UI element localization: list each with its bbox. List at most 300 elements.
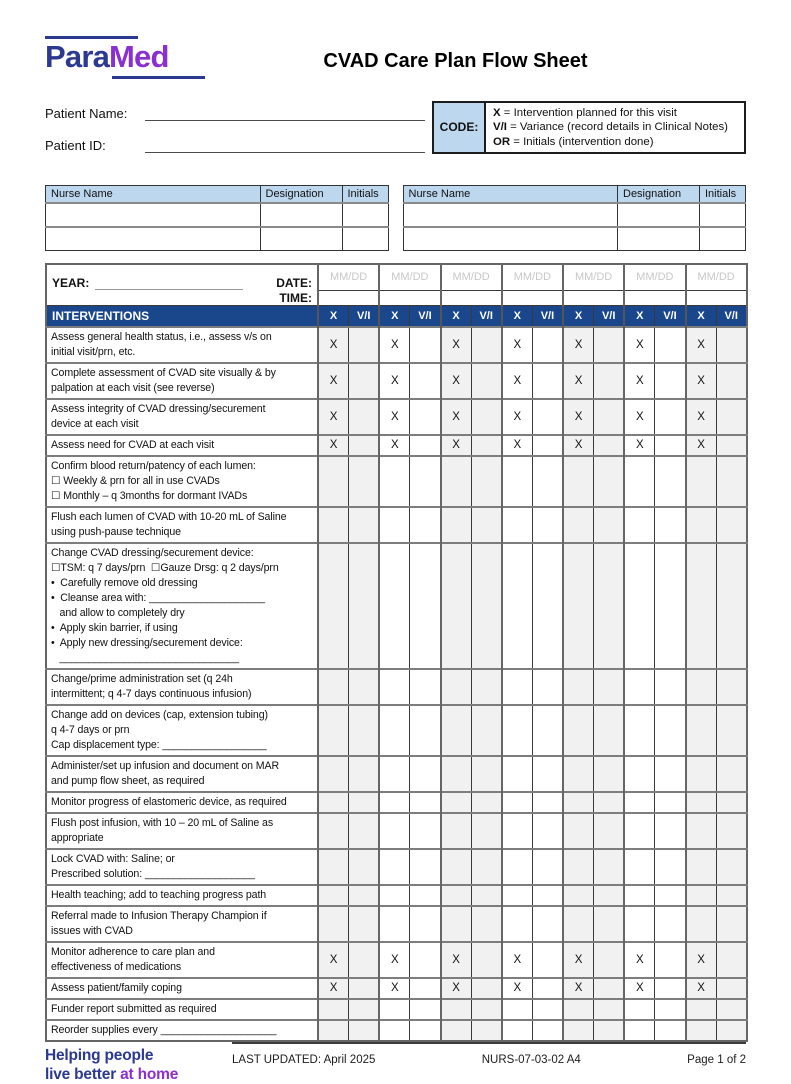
intervention-row (46, 543, 747, 669)
intervention-desc-line: issues with CVAD (51, 924, 133, 937)
mark-cell: X (379, 327, 410, 363)
nurse-table-row (46, 227, 389, 251)
mark-cell (594, 999, 625, 1020)
date-cell: MM/DD (379, 264, 440, 291)
mark-cell (624, 849, 655, 885)
intervention-row (46, 756, 747, 792)
intervention-row (46, 849, 747, 885)
mark-cell (594, 327, 625, 363)
mark-cell (655, 942, 686, 978)
mark-cell (471, 906, 502, 942)
mark-cell: X (686, 978, 717, 999)
intervention-row (46, 363, 747, 399)
mark-cell (471, 327, 502, 363)
year-date-time-cell (46, 264, 318, 306)
mark-cell (502, 705, 533, 756)
mark-col-header: X (379, 305, 410, 327)
mark-cell (410, 507, 441, 543)
mark-cell (532, 399, 563, 435)
mark-cell: X (502, 327, 533, 363)
intervention-row (46, 435, 747, 456)
mark-cell (686, 813, 717, 849)
mark-cell: X (563, 363, 594, 399)
last-updated-text: LAST UPDATED: April 2025 (232, 1053, 376, 1066)
intervention-desc (46, 669, 318, 705)
intervention-desc-line: initial visit/prn, etc. (51, 345, 136, 358)
intervention-row (46, 978, 747, 999)
mark-cell (471, 435, 502, 456)
mark-cell (716, 942, 747, 978)
mark-cell (318, 1020, 349, 1041)
mark-cell (655, 906, 686, 942)
mark-cell (624, 792, 655, 813)
mark-cell (655, 363, 686, 399)
nurse-table-cell (618, 203, 700, 227)
mark-cell: X (318, 978, 349, 999)
mark-cell (594, 543, 625, 669)
patient-name-label: Patient Name: (45, 105, 128, 121)
mark-cell (594, 849, 625, 885)
mark-cell: X (686, 435, 717, 456)
mark-cell (686, 885, 717, 906)
logo-para: Para (45, 39, 110, 74)
mark-cell (318, 507, 349, 543)
mark-cell (624, 705, 655, 756)
mark-cell (594, 885, 625, 906)
code-symbol: V/I (493, 121, 511, 134)
nurse-tables-section (45, 185, 746, 251)
mark-cell (502, 792, 533, 813)
mark-cell (716, 849, 747, 885)
date-cell: MM/DD (624, 264, 685, 291)
mark-cell (502, 543, 533, 669)
mark-cell: X (502, 978, 533, 999)
mark-cell (686, 543, 717, 669)
mark-cell: X (441, 435, 472, 456)
mark-cell (716, 507, 747, 543)
mark-cell (379, 906, 410, 942)
intervention-row (46, 906, 747, 942)
mark-cell (624, 1020, 655, 1041)
nurse-table-cell (260, 227, 342, 251)
mark-cell: X (441, 363, 472, 399)
code-symbol: OR (493, 135, 514, 148)
page-number: Page 1 of 2 (687, 1053, 746, 1066)
mark-cell (594, 669, 625, 705)
intervention-desc-line: effectiveness of medications (51, 960, 182, 973)
mark-cell (716, 669, 747, 705)
mark-cell: X (502, 435, 533, 456)
mark-cell: X (379, 363, 410, 399)
mark-cell (410, 435, 441, 456)
mark-cell (379, 1020, 410, 1041)
mark-cell (441, 813, 472, 849)
mark-cell: X (686, 942, 717, 978)
mark-cell (532, 978, 563, 999)
mark-cell (624, 756, 655, 792)
mark-cell (471, 849, 502, 885)
mark-cell (686, 756, 717, 792)
intervention-desc-line: Flush post infusion, with 10 – 20 mL of Saline as (51, 816, 274, 829)
mark-cell: X (624, 327, 655, 363)
mark-cell (318, 669, 349, 705)
mark-cell (410, 363, 441, 399)
intervention-desc-line: Change/prime administration set (q 24h (51, 672, 233, 685)
mark-cell (441, 456, 472, 507)
mark-cell: X (318, 942, 349, 978)
brand-tagline (45, 1042, 178, 1084)
mark-cell (655, 756, 686, 792)
intervention-desc-line: Change add on devices (cap, extension tubing) (51, 708, 268, 721)
mark-cell (318, 813, 349, 849)
nurse-table-header: Nurse Name (46, 185, 261, 203)
mark-cell (318, 906, 349, 942)
intervention-desc-line: Lock CVAD with: Saline; or (51, 852, 175, 865)
interventions-header-row (46, 305, 747, 327)
intervention-desc-line: _______________________________ (51, 651, 240, 664)
mark-cell (716, 906, 747, 942)
mark-cell (532, 507, 563, 543)
tagline-line2 (45, 1065, 178, 1084)
mark-cell: X (318, 363, 349, 399)
mark-cell (471, 669, 502, 705)
mark-cell (471, 399, 502, 435)
mark-cell (532, 885, 563, 906)
mark-cell (502, 1020, 533, 1041)
mark-cell (441, 999, 472, 1020)
mark-cell (716, 705, 747, 756)
tagline-line1: Helping people (45, 1046, 154, 1064)
mark-cell (655, 978, 686, 999)
mark-cell: X (624, 399, 655, 435)
code-label: CODE: (434, 103, 486, 153)
mark-cell (502, 456, 533, 507)
intervention-desc (46, 705, 318, 756)
mark-cell (563, 507, 594, 543)
patient-fields (45, 101, 425, 170)
nurse-table-header: Nurse Name (403, 185, 618, 203)
patient-name-field (45, 106, 425, 121)
patient-id-blank-line (145, 138, 425, 153)
mark-cell (594, 756, 625, 792)
mark-cell (716, 756, 747, 792)
mark-cell (410, 399, 441, 435)
code-line: OR = Initials (intervention done) (493, 135, 654, 148)
mark-cell (441, 1020, 472, 1041)
mark-cell (624, 813, 655, 849)
intervention-desc-line: Monitor adherence to care plan and (51, 945, 215, 958)
mark-col-header: V/I (349, 305, 380, 327)
time-cell (686, 291, 747, 305)
mark-cell (716, 399, 747, 435)
mark-cell (410, 705, 441, 756)
mark-cell: X (502, 942, 533, 978)
mark-cell (349, 327, 380, 363)
mark-cell (655, 435, 686, 456)
intervention-desc-line: ☐TSM: q 7 days/prn ☐Gauze Drsg: q 2 days/prn (51, 561, 279, 574)
logo-rule-bottom (112, 76, 205, 79)
intervention-row (46, 999, 747, 1020)
mark-cell: X (563, 978, 594, 999)
intervention-desc-line: Assess patient/family coping (51, 981, 182, 994)
intervention-row (46, 399, 747, 435)
mark-cell (441, 792, 472, 813)
logo-med: Med (109, 39, 169, 74)
mark-cell (502, 906, 533, 942)
mark-cell (716, 363, 747, 399)
mark-cell (716, 813, 747, 849)
nurse-table (403, 185, 747, 251)
intervention-desc-line: intermittent; q 4-7 days continuous infusion) (51, 687, 252, 700)
mark-cell (471, 1020, 502, 1041)
mark-cell (471, 363, 502, 399)
mark-cell (624, 885, 655, 906)
intervention-desc-line: ☐ Monthly – q 3months for dormant IVADs (51, 489, 248, 502)
mark-cell (379, 669, 410, 705)
intervention-desc-line: Complete assessment of CVAD site visually & by (51, 366, 276, 379)
date-row (46, 264, 747, 291)
tagline-line2-navy: live better (45, 1065, 121, 1083)
mark-cell: X (686, 399, 717, 435)
mark-cell (471, 792, 502, 813)
intervention-desc (46, 756, 318, 792)
date-cell: MM/DD (318, 264, 379, 291)
intervention-desc (46, 399, 318, 435)
intervention-row (46, 1020, 747, 1041)
mark-cell: X (624, 978, 655, 999)
mark-cell (318, 456, 349, 507)
patient-section (45, 101, 746, 170)
mark-cell (655, 399, 686, 435)
code-line: X = Intervention planned for this visit (493, 106, 677, 119)
mark-cell (502, 813, 533, 849)
intervention-desc (46, 435, 318, 456)
year-label: YEAR: (52, 275, 90, 290)
mark-cell (716, 978, 747, 999)
mark-cell (441, 705, 472, 756)
mark-cell (532, 435, 563, 456)
intervention-desc (46, 885, 318, 906)
mark-cell (686, 792, 717, 813)
nurse-table-header: Designation (618, 185, 700, 203)
mark-cell (471, 456, 502, 507)
mark-cell (318, 885, 349, 906)
intervention-desc-line: Assess general health status, i.e., assess v/s on (51, 330, 272, 343)
mark-cell (655, 849, 686, 885)
mark-cell (441, 507, 472, 543)
mark-cell (563, 756, 594, 792)
mark-cell (532, 849, 563, 885)
tagline-line2-purple: at home (120, 1065, 179, 1083)
mark-cell: X (318, 399, 349, 435)
mark-cell (655, 456, 686, 507)
time-cell (318, 291, 379, 305)
mark-cell (716, 435, 747, 456)
mark-col-header: X (686, 305, 717, 327)
mark-cell (471, 543, 502, 669)
mark-cell (686, 705, 717, 756)
mark-cell (655, 327, 686, 363)
mark-cell (349, 435, 380, 456)
nurse-table-cell (46, 203, 261, 227)
patient-name-blank-line (145, 106, 425, 121)
intervention-desc (46, 999, 318, 1020)
mark-cell (471, 813, 502, 849)
mark-cell (624, 669, 655, 705)
date-label: DATE: (276, 275, 312, 290)
mark-cell (502, 999, 533, 1020)
mark-cell (594, 507, 625, 543)
mark-cell (532, 792, 563, 813)
intervention-desc-line: appropriate (51, 831, 104, 844)
logo-text (45, 41, 205, 74)
mark-cell (594, 456, 625, 507)
mark-cell (379, 543, 410, 669)
mark-cell: X (686, 363, 717, 399)
intervention-row (46, 456, 747, 507)
mark-cell (532, 456, 563, 507)
intervention-desc-line: • Carefully remove old dressing (51, 576, 198, 589)
mark-cell (410, 978, 441, 999)
mark-cell (349, 399, 380, 435)
mark-cell: X (624, 363, 655, 399)
intervention-desc-line: Reorder supplies every ____________________ (51, 1023, 277, 1036)
mark-cell (379, 792, 410, 813)
mark-cell (502, 756, 533, 792)
mark-cell: X (379, 978, 410, 999)
mark-cell (471, 705, 502, 756)
page-title: CVAD Care Plan Flow Sheet (323, 50, 588, 72)
mark-cell (502, 669, 533, 705)
mark-cell (686, 999, 717, 1020)
intervention-desc-line: • Cleanse area with: ____________________ (51, 591, 265, 604)
mark-cell (563, 705, 594, 756)
mark-cell (594, 792, 625, 813)
mark-cell: X (441, 978, 472, 999)
intervention-desc-line: Monitor progress of elastomeric device, as required (51, 795, 287, 808)
mark-cell: X (502, 363, 533, 399)
mark-cell (410, 543, 441, 669)
mark-cell (349, 849, 380, 885)
intervention-desc-line: Change CVAD dressing/securement device: (51, 546, 254, 559)
mark-cell (379, 885, 410, 906)
mark-cell (624, 999, 655, 1020)
patient-id-field (45, 138, 425, 153)
mark-cell (410, 456, 441, 507)
nurse-table-cell (260, 203, 342, 227)
mark-cell (349, 999, 380, 1020)
mark-cell (379, 705, 410, 756)
mark-cell (441, 849, 472, 885)
mark-cell (502, 507, 533, 543)
mark-cell (655, 507, 686, 543)
mark-col-header: V/I (594, 305, 625, 327)
nurse-table-header: Initials (342, 185, 388, 203)
nurse-table-cell (46, 227, 261, 251)
mark-cell (349, 543, 380, 669)
intervention-row (46, 507, 747, 543)
mark-cell (686, 849, 717, 885)
mark-cell (318, 849, 349, 885)
intervention-desc (46, 942, 318, 978)
intervention-row (46, 942, 747, 978)
mark-cell (624, 906, 655, 942)
mark-cell: X (563, 942, 594, 978)
intervention-row (46, 792, 747, 813)
mark-cell (594, 363, 625, 399)
intervention-desc (46, 507, 318, 543)
mark-cell (410, 669, 441, 705)
page-header (45, 34, 746, 79)
mark-cell (318, 756, 349, 792)
date-cell: MM/DD (563, 264, 624, 291)
mark-cell (686, 669, 717, 705)
mark-cell (563, 543, 594, 669)
intervention-desc (46, 906, 318, 942)
mark-cell (594, 942, 625, 978)
mark-col-header: X (563, 305, 594, 327)
mark-col-header: V/I (716, 305, 747, 327)
intervention-desc-line: and allow to completely dry (51, 606, 185, 619)
mark-cell (716, 999, 747, 1020)
code-legend-box (432, 101, 746, 155)
mark-cell (441, 885, 472, 906)
mark-cell (716, 456, 747, 507)
mark-cell (349, 942, 380, 978)
intervention-row (46, 669, 747, 705)
mark-cell (410, 792, 441, 813)
intervention-row (46, 705, 747, 756)
mark-cell (349, 1020, 380, 1041)
mark-col-header: X (441, 305, 472, 327)
intervention-desc-line: Referral made to Infusion Therapy Champion if (51, 909, 267, 922)
mark-cell (624, 543, 655, 669)
intervention-desc (46, 363, 318, 399)
mark-cell (563, 669, 594, 705)
mark-cell: X (441, 327, 472, 363)
mark-cell (441, 669, 472, 705)
mark-cell: X (441, 399, 472, 435)
mark-cell (532, 327, 563, 363)
mark-cell (655, 1020, 686, 1041)
intervention-desc-line: palpation at each visit (see reverse) (51, 381, 215, 394)
mark-cell (379, 756, 410, 792)
page-footer (45, 1042, 746, 1084)
mark-cell (410, 813, 441, 849)
mark-cell: X (624, 942, 655, 978)
mark-cell (441, 756, 472, 792)
mark-cell (379, 813, 410, 849)
paramed-logo (45, 34, 205, 79)
mark-cell: X (379, 435, 410, 456)
intervention-desc-line: Cap displacement type: __________________ (51, 738, 267, 751)
mark-cell (594, 399, 625, 435)
mark-cell (594, 705, 625, 756)
mark-cell (624, 507, 655, 543)
mark-cell: X (379, 399, 410, 435)
intervention-desc-line: Prescribed solution: ___________________ (51, 867, 255, 880)
mark-cell: X (502, 399, 533, 435)
flow-sheet-table (45, 263, 748, 1042)
mark-cell (563, 999, 594, 1020)
code-line: V/I = Variance (record details in Clinical Notes) (493, 121, 728, 134)
intervention-desc (46, 1020, 318, 1041)
mark-cell: X (318, 435, 349, 456)
intervention-desc (46, 978, 318, 999)
mark-cell (379, 999, 410, 1020)
nurse-table-cell (700, 203, 746, 227)
intervention-desc-line: Assess need for CVAD at each visit (51, 438, 215, 451)
